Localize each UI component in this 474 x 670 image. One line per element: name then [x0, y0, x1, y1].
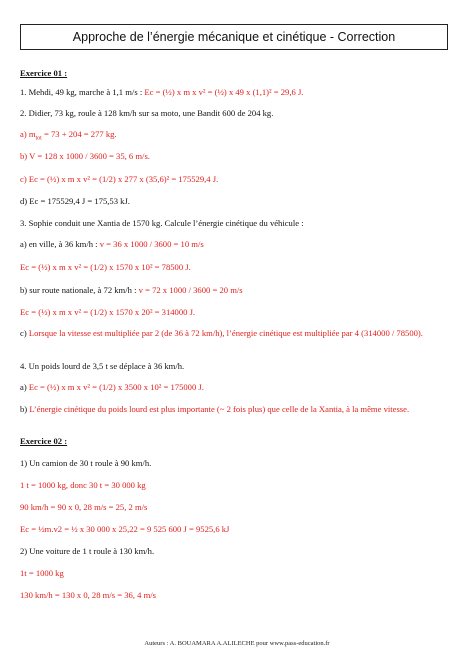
ex1-q3c-label: c) [20, 328, 29, 338]
ex1-q4a [20, 382, 204, 393]
footer-credits: Auteurs : A. BOUAMARA A.ALILECHE pour www.pass-education.fr [144, 640, 330, 647]
ex2-l4: 1t = 1000 kg [20, 568, 64, 578]
ex1-q2d: d) Ec = 175529,4 J = 175,53 kJ. [20, 196, 130, 206]
ex2-q2: 2) Une voiture de 1 t roule à 130 km/h. [20, 546, 155, 556]
ex1-q2a-sub: tot [35, 135, 42, 142]
ex1-q3b-ec: Ec = (½) x m x v² = (1/2) x 1570 x 20² = 314000 J. [20, 307, 196, 317]
ex2-l5: 130 km/h = 130 x 0, 28 m/s = 36, 4 m/s [20, 590, 156, 600]
exercise-1-heading: Exercice 01 : [20, 68, 68, 78]
ex1-q2: 2. Didier, 73 kg, roule à 128 km/h sur sa moto, une Bandit 600 de 204 kg. [20, 108, 274, 118]
ex1-q2a-label: a) m [20, 129, 36, 139]
ex2-l2: 90 km/h = 90 x 0, 28 m/s = 25, 2 m/s [20, 502, 148, 512]
ex1-q3a-ec: Ec = (½) x m x v² = (1/2) x 1570 x 10² = 78500 J. [20, 262, 191, 272]
ex1-q4b-label: b) [20, 404, 30, 414]
ex1-q4: 4. Un poids lourd de 3,5 t se déplace à 36 km/h. [20, 361, 185, 371]
ex1-q3b [20, 285, 243, 296]
ex1-q2a [20, 129, 117, 145]
ex1-q1 [20, 87, 303, 98]
ex1-q1-text: 1. Mehdi, 49 kg, marche à 1,1 m/s : [20, 87, 145, 97]
page-title: Approche de l’énergie mécanique et cinétique - Correction [20, 24, 448, 50]
ex1-q3: 3. Sophie conduit une Xantia de 1570 kg. Calcule l’énergie cinétique du véhicule : [20, 218, 304, 228]
ex1-q3b-text: b) sur route nationale, à 72 km/h : [20, 285, 139, 295]
ex1-q3c-answer: Lorsque la vitesse est multipliée par 2 (de 36 à 72 km/h), l’énergie cinétique est multipliée par 4 (314000 / 78500). [28, 328, 423, 338]
ex1-q4a-label: a) [20, 382, 29, 392]
exercise-2-heading: Exercice 02 : [20, 436, 68, 446]
ex2-l3: Ec = ½m.v2 = ½ x 30 000 x 25,22 = 9 525 600 J = 9525,6 kJ [20, 524, 230, 534]
ex1-q3a-text: a) en ville, à 36 km/h : [20, 239, 100, 249]
ex1-q4b-answer: L’énergie cinétique du poids lourd est plus importante (~ 2 fois plus) que celle de la Xantia, à la même vitesse. [29, 404, 410, 414]
ex1-q2b: b) V = 128 x 1000 / 3600 = 35, 6 m/s. [20, 151, 150, 161]
ex2-q1: 1) Un camion de 30 t roule à 90 km/h. [20, 458, 152, 468]
ex1-q2a-answer: = 73 + 204 = 277 kg. [41, 129, 117, 139]
ex1-q2c: c) Ec = (½) x m x v² = (1/2) x 277 x (35,6)² = 175529,4 J. [20, 174, 219, 184]
ex1-q3b-answer: v = 72 x 1000 / 3600 = 20 m/s [138, 285, 243, 295]
ex1-q4b [20, 404, 452, 415]
ex1-q4a-answer: Ec = (½) x m x v² = (1/2) x 3500 x 10² = 175000 J. [28, 382, 204, 392]
ex1-q3a-answer: v = 36 x 1000 / 3600 = 10 m/s [99, 239, 204, 249]
ex2-l1: 1 t = 1000 kg, donc 30 t = 30 000 kg [20, 480, 146, 490]
ex1-q1-answer: Ec = (½) x m x v² = (½) x 49 x (1,1)² = 29,6 J. [144, 87, 304, 97]
ex1-q3c [20, 328, 452, 339]
ex1-q3a [20, 239, 204, 250]
